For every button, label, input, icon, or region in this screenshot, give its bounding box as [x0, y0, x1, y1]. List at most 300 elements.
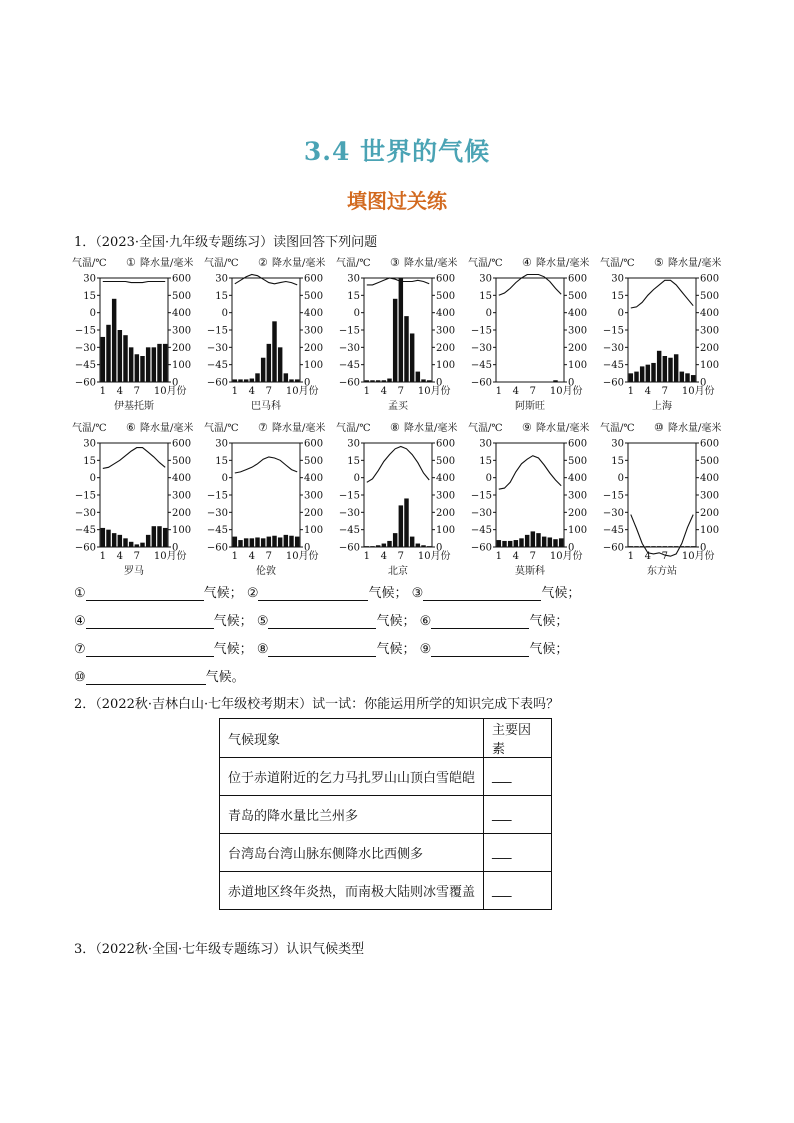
- precip-bar: [691, 546, 695, 547]
- chart-frame: [232, 278, 300, 382]
- precip-bar: [646, 365, 650, 382]
- precip-bar: [646, 546, 650, 547]
- blank-8-line[interactable]: [268, 642, 376, 657]
- precip-bar: [233, 537, 237, 547]
- precip-axis-label: 降水量/毫米: [536, 423, 590, 434]
- temp-tick-label: −15: [470, 325, 492, 337]
- month-tick-label: 1: [627, 551, 635, 562]
- precip-bar: [542, 537, 546, 547]
- temp-tick-label: −60: [470, 542, 492, 554]
- precip-bar: [663, 356, 667, 382]
- precip-tick-label: 600: [700, 438, 720, 450]
- month-tick-label: 10月份: [153, 551, 187, 562]
- precip-axis-label: 降水量/毫米: [404, 423, 458, 434]
- month-tick-label: 4: [512, 386, 520, 397]
- month-tick-label: 4: [116, 551, 124, 562]
- table-row: [220, 796, 552, 834]
- precip-bar: [382, 380, 386, 382]
- precip-axis-label: 降水量/毫米: [272, 423, 326, 434]
- precip-bar: [421, 379, 425, 382]
- precip-bar: [163, 528, 167, 547]
- blank-9-suffix: 气候: [529, 642, 556, 657]
- temp-tick-label: −45: [602, 525, 624, 537]
- precip-tick-label: 300: [700, 325, 720, 337]
- temp-tick-label: −60: [74, 377, 96, 389]
- month-tick-label: 7: [397, 551, 405, 562]
- precip-bar: [382, 544, 386, 547]
- precip-tick-label: 100: [568, 360, 588, 372]
- chart-number: ⑥: [126, 421, 136, 434]
- precip-tick-label: 500: [172, 290, 192, 302]
- temp-tick-label: 15: [479, 290, 492, 302]
- precip-tick-label: 200: [568, 342, 588, 354]
- precip-bar: [427, 546, 431, 547]
- temp-line: [235, 275, 297, 285]
- temp-tick-label: −45: [74, 360, 96, 372]
- month-tick-label: 10月份: [417, 386, 451, 397]
- station-name: 北京: [388, 566, 408, 577]
- precip-tick-label: 100: [700, 360, 720, 372]
- precip-bar: [233, 379, 237, 382]
- station-name: 东方站: [647, 566, 677, 577]
- precip-bar: [101, 528, 105, 547]
- temp-line: [367, 278, 429, 285]
- precip-tick-label: 600: [304, 273, 324, 285]
- temp-axis-label: 气温/℃: [336, 258, 371, 269]
- temp-axis-label: 气温/℃: [468, 423, 503, 434]
- month-tick-label: 10月份: [549, 551, 583, 562]
- precip-bar: [548, 537, 552, 547]
- chart-number: ④: [522, 256, 532, 269]
- month-tick-label: 1: [495, 551, 503, 562]
- sep: ；: [555, 642, 569, 657]
- station-name: 罗马: [124, 566, 144, 577]
- precip-bar: [157, 344, 161, 382]
- precip-bar: [244, 538, 248, 547]
- precip-bar: [106, 530, 110, 547]
- sep: ；: [239, 642, 253, 657]
- precip-bar: [531, 531, 535, 547]
- blank-6-suffix: 气候: [529, 614, 556, 629]
- precip-tick-label: 300: [172, 490, 192, 502]
- station-name: 巴马科: [251, 401, 281, 412]
- precip-tick-label: 500: [436, 455, 456, 467]
- precip-tick-label: 100: [700, 525, 720, 537]
- precip-bar: [267, 537, 271, 547]
- precip-bar: [634, 546, 638, 547]
- sep: ；: [239, 614, 253, 629]
- blank-10-suffix: 气候: [205, 670, 232, 685]
- precip-tick-label: 300: [436, 325, 456, 337]
- month-tick-label: 4: [644, 386, 652, 397]
- page-subtitle: 填图过关练: [347, 189, 447, 213]
- temp-tick-label: 0: [617, 308, 624, 320]
- temp-tick-label: −60: [74, 542, 96, 554]
- precip-axis-label: 降水量/毫米: [668, 423, 722, 434]
- blank-9-line[interactable]: [431, 642, 529, 657]
- temp-tick-label: 0: [89, 473, 96, 485]
- precip-tick-label: 400: [568, 308, 588, 320]
- temp-tick-label: 30: [215, 273, 228, 285]
- temp-tick-label: 0: [485, 308, 492, 320]
- month-tick-label: 7: [661, 551, 669, 562]
- sep: ；: [402, 642, 416, 657]
- temp-tick-label: −45: [338, 525, 360, 537]
- chart-number: ①: [126, 256, 136, 269]
- temp-tick-label: −30: [470, 507, 492, 519]
- month-tick-label: 4: [512, 551, 520, 562]
- station-name: 上海: [652, 401, 672, 412]
- factor-answer-cell[interactable]: ___: [484, 834, 552, 872]
- precip-bar: [129, 542, 133, 547]
- blank-5-suffix: 气候: [376, 614, 403, 629]
- temp-tick-label: −60: [602, 542, 624, 554]
- temp-tick-label: 30: [479, 438, 492, 450]
- blank-3-number: ③: [411, 586, 424, 601]
- precip-bar: [370, 546, 374, 547]
- temp-tick-label: −45: [338, 360, 360, 372]
- month-tick-label: 4: [116, 386, 124, 397]
- blank-8-number: ⑧: [256, 642, 269, 657]
- temp-tick-label: 15: [611, 455, 624, 467]
- blank-1-suffix: 气候: [203, 586, 230, 601]
- precip-bar: [393, 533, 397, 547]
- blank-4-suffix: 气候: [213, 614, 240, 629]
- temp-tick-label: −60: [470, 377, 492, 389]
- month-tick-label: 4: [248, 551, 256, 562]
- precip-tick-label: 300: [568, 490, 588, 502]
- blank-3-suffix: 气候: [541, 586, 568, 601]
- precip-tick-label: 100: [304, 360, 324, 372]
- phenomenon-cell: 赤道地区终年炎热，而南极大陆则冰雪覆盖: [220, 872, 484, 910]
- station-name: 孟买: [388, 401, 408, 412]
- month-tick-label: 7: [133, 551, 141, 562]
- temp-tick-label: 15: [347, 290, 360, 302]
- precip-bar: [640, 366, 644, 382]
- table-row: [220, 834, 552, 872]
- precip-axis-label: 降水量/毫米: [140, 258, 194, 269]
- precip-tick-label: 400: [436, 473, 456, 485]
- sep: ；: [555, 614, 569, 629]
- month-tick-label: 1: [231, 551, 239, 562]
- precip-bar: [399, 278, 403, 382]
- precip-bar: [685, 546, 689, 547]
- precip-tick-label: 0: [436, 377, 443, 389]
- temp-line: [631, 280, 693, 308]
- sep: ；: [567, 586, 581, 601]
- temp-line: [235, 457, 297, 473]
- precip-bar: [261, 538, 265, 547]
- month-tick-label: 1: [99, 551, 107, 562]
- chart-number: ⑦: [258, 421, 268, 434]
- precip-bar: [135, 544, 139, 547]
- precip-bar: [238, 379, 242, 382]
- blank-2-number: ②: [246, 586, 259, 601]
- precip-tick-label: 300: [700, 490, 720, 502]
- precip-bar: [497, 540, 501, 547]
- header-factor: 主要因素: [484, 719, 552, 758]
- blank-5-line[interactable]: [268, 614, 376, 629]
- precip-bar: [101, 337, 105, 382]
- precip-tick-label: 200: [700, 507, 720, 519]
- precip-axis-label: 降水量/毫米: [272, 258, 326, 269]
- temp-tick-label: 0: [617, 473, 624, 485]
- temp-tick-label: 30: [611, 273, 624, 285]
- chart-number: ⑧: [390, 421, 400, 434]
- blank-2-suffix: 气候: [368, 586, 395, 601]
- blank-2-line[interactable]: [258, 586, 368, 601]
- temp-tick-label: −30: [74, 507, 96, 519]
- precip-bar: [365, 380, 369, 382]
- header-phenomenon: 气候现象: [220, 719, 484, 758]
- station-name: 莫斯科: [515, 566, 545, 577]
- precip-tick-label: 100: [172, 360, 192, 372]
- precip-tick-label: 200: [172, 342, 192, 354]
- precip-bar: [129, 347, 133, 382]
- temp-tick-label: 15: [479, 455, 492, 467]
- precip-tick-label: 0: [304, 377, 311, 389]
- precip-tick-label: 400: [172, 473, 192, 485]
- precip-bar: [502, 541, 506, 547]
- temp-tick-label: −45: [206, 525, 228, 537]
- precip-bar: [657, 351, 661, 382]
- chart-frame: [364, 443, 432, 547]
- precip-bar: [651, 363, 655, 382]
- factor-answer-cell[interactable]: ___: [484, 872, 552, 910]
- precip-tick-label: 600: [436, 438, 456, 450]
- sep: ；: [394, 586, 408, 601]
- temp-tick-label: 30: [83, 273, 96, 285]
- month-tick-label: 4: [380, 386, 388, 397]
- precip-tick-label: 400: [568, 473, 588, 485]
- blank-10-number: ⑩: [74, 670, 86, 685]
- phenomenon-cell: 青岛的降水量比兰州多: [220, 796, 484, 834]
- chart-frame: [496, 443, 564, 547]
- precip-bar: [410, 333, 414, 382]
- station-name: 伊基托斯: [114, 401, 154, 412]
- precip-tick-label: 600: [304, 438, 324, 450]
- precip-tick-label: 500: [172, 455, 192, 467]
- month-tick-label: 4: [380, 551, 388, 562]
- precip-bar: [410, 537, 414, 547]
- blank-8-suffix: 气候: [376, 642, 403, 657]
- temp-tick-label: −15: [338, 490, 360, 502]
- blank-1-number: ①: [74, 586, 86, 601]
- chart-frame: [364, 278, 432, 382]
- month-tick-label: 10月份: [681, 386, 715, 397]
- blank-3-line[interactable]: [423, 586, 541, 601]
- precip-tick-label: 400: [700, 473, 720, 485]
- month-tick-label: 7: [265, 386, 273, 397]
- month-tick-label: 1: [495, 386, 503, 397]
- end-mark: 。: [231, 670, 245, 685]
- precip-bar: [238, 540, 242, 547]
- temp-tick-label: −15: [602, 325, 624, 337]
- climate-factor-table: [219, 718, 552, 910]
- month-tick-label: 7: [133, 386, 141, 397]
- precip-tick-label: 200: [172, 507, 192, 519]
- precip-tick-label: 0: [568, 542, 575, 554]
- temp-tick-label: −30: [338, 342, 360, 354]
- blank-row-1: [74, 582, 580, 600]
- sep: ；: [229, 586, 243, 601]
- precip-bar: [250, 379, 254, 382]
- precip-bar: [152, 347, 156, 382]
- temp-tick-label: 30: [215, 438, 228, 450]
- month-tick-label: 10月份: [153, 386, 187, 397]
- precip-tick-label: 600: [568, 273, 588, 285]
- blank-6-line[interactable]: [431, 614, 529, 629]
- precip-bar: [691, 375, 695, 382]
- precip-tick-label: 0: [304, 542, 311, 554]
- temp-tick-label: 30: [479, 273, 492, 285]
- precip-axis-label: 降水量/毫米: [536, 258, 590, 269]
- temp-tick-label: 30: [347, 273, 360, 285]
- precip-bar: [674, 354, 678, 382]
- temp-tick-label: −30: [206, 342, 228, 354]
- temp-tick-label: −45: [74, 525, 96, 537]
- precip-bar: [255, 537, 259, 547]
- month-tick-label: 7: [661, 386, 669, 397]
- temp-tick-label: 30: [611, 438, 624, 450]
- precip-tick-label: 600: [568, 438, 588, 450]
- precip-tick-label: 300: [172, 325, 192, 337]
- precip-tick-label: 500: [568, 290, 588, 302]
- month-tick-label: 10月份: [285, 386, 319, 397]
- precip-bar: [629, 373, 633, 382]
- precip-bar: [140, 543, 144, 547]
- month-tick-label: 7: [265, 551, 273, 562]
- precip-bar: [634, 372, 638, 382]
- factor-answer-cell[interactable]: ___: [484, 758, 552, 796]
- precip-tick-label: 100: [568, 525, 588, 537]
- precip-tick-label: 200: [568, 507, 588, 519]
- temp-tick-label: −30: [74, 342, 96, 354]
- temp-axis-label: 气温/℃: [204, 423, 239, 434]
- precip-bar: [387, 379, 391, 382]
- blank-7-line[interactable]: [86, 642, 214, 657]
- sep: ；: [402, 614, 416, 629]
- temp-tick-label: −15: [206, 325, 228, 337]
- precip-tick-label: 400: [172, 308, 192, 320]
- temp-tick-label: 15: [611, 290, 624, 302]
- precip-tick-label: 600: [172, 273, 192, 285]
- precip-bar: [140, 356, 144, 382]
- temp-tick-label: −15: [602, 490, 624, 502]
- station-name: 阿斯旺: [515, 401, 545, 412]
- temp-tick-label: 15: [83, 455, 96, 467]
- precip-bar: [272, 321, 276, 382]
- precip-bar: [255, 373, 259, 382]
- factor-answer-cell[interactable]: ___: [484, 796, 552, 834]
- precip-bar: [118, 535, 122, 547]
- blank-4-line[interactable]: [86, 614, 214, 629]
- precip-tick-label: 500: [436, 290, 456, 302]
- precip-bar: [157, 526, 161, 547]
- precip-bar: [668, 546, 672, 547]
- precip-bar: [267, 344, 271, 382]
- temp-tick-label: −45: [470, 360, 492, 372]
- temp-axis-label: 气温/℃: [600, 258, 635, 269]
- precip-bar: [244, 379, 248, 382]
- precip-bar: [427, 380, 431, 382]
- precip-tick-label: 600: [700, 273, 720, 285]
- temp-tick-label: −60: [602, 377, 624, 389]
- precip-bar: [651, 546, 655, 547]
- month-tick-label: 1: [627, 386, 635, 397]
- precip-bar: [250, 538, 254, 547]
- month-tick-label: 7: [397, 386, 405, 397]
- temp-tick-label: −15: [74, 325, 96, 337]
- temp-line: [103, 282, 165, 283]
- precip-tick-label: 600: [172, 438, 192, 450]
- precip-bar: [272, 536, 276, 547]
- temp-tick-label: −30: [206, 507, 228, 519]
- precip-tick-label: 100: [436, 360, 456, 372]
- temp-line: [499, 456, 561, 490]
- precip-bar: [278, 347, 282, 382]
- precip-tick-label: 200: [436, 507, 456, 519]
- blank-7-number: ⑦: [74, 642, 86, 657]
- chart-frame: [496, 278, 564, 382]
- precip-tick-label: 0: [172, 377, 179, 389]
- chart-number: ⑤: [654, 256, 664, 269]
- temp-tick-label: 0: [221, 473, 228, 485]
- precip-tick-label: 0: [172, 542, 179, 554]
- precip-tick-label: 500: [304, 290, 324, 302]
- precip-tick-label: 100: [436, 525, 456, 537]
- page-title: 3.4 世界的气候: [303, 137, 491, 166]
- precip-tick-label: 200: [304, 507, 324, 519]
- blank-10-line[interactable]: [86, 670, 206, 685]
- climate-charts-grid: [70, 254, 730, 584]
- precip-tick-label: 0: [436, 542, 443, 554]
- chart-number: ⑨: [522, 421, 532, 434]
- precip-bar: [514, 540, 518, 547]
- blank-4-number: ④: [74, 614, 86, 629]
- precip-bar: [118, 330, 122, 382]
- precip-bar: [668, 358, 672, 382]
- precip-tick-label: 500: [700, 290, 720, 302]
- temp-axis-label: 气温/℃: [336, 423, 371, 434]
- table-header-row: [220, 719, 552, 758]
- precip-bar: [657, 546, 661, 547]
- precip-bar: [376, 380, 380, 382]
- temp-tick-label: −60: [206, 542, 228, 554]
- phenomenon-cell: 位于赤道附近的乞力马扎罗山山顶白雪皑皑: [220, 758, 484, 796]
- precip-bar: [261, 358, 265, 382]
- blank-1-line[interactable]: [86, 586, 204, 601]
- precip-tick-label: 300: [304, 325, 324, 337]
- temp-tick-label: 30: [83, 438, 96, 450]
- precip-bar: [416, 372, 420, 382]
- precip-bar: [295, 379, 299, 382]
- blank-row-3: [74, 638, 568, 656]
- precip-tick-label: 0: [700, 377, 707, 389]
- precip-tick-label: 500: [700, 455, 720, 467]
- precip-tick-label: 400: [436, 308, 456, 320]
- temp-tick-label: −45: [470, 525, 492, 537]
- month-tick-label: 10月份: [417, 551, 451, 562]
- temp-tick-label: 0: [353, 473, 360, 485]
- temp-line: [631, 515, 693, 557]
- precip-axis-label: 降水量/毫米: [668, 258, 722, 269]
- precip-bar: [295, 537, 299, 547]
- station-name: 伦敦: [256, 566, 276, 577]
- precip-bar: [123, 335, 127, 382]
- temp-line: [367, 447, 429, 483]
- temp-tick-label: −15: [470, 490, 492, 502]
